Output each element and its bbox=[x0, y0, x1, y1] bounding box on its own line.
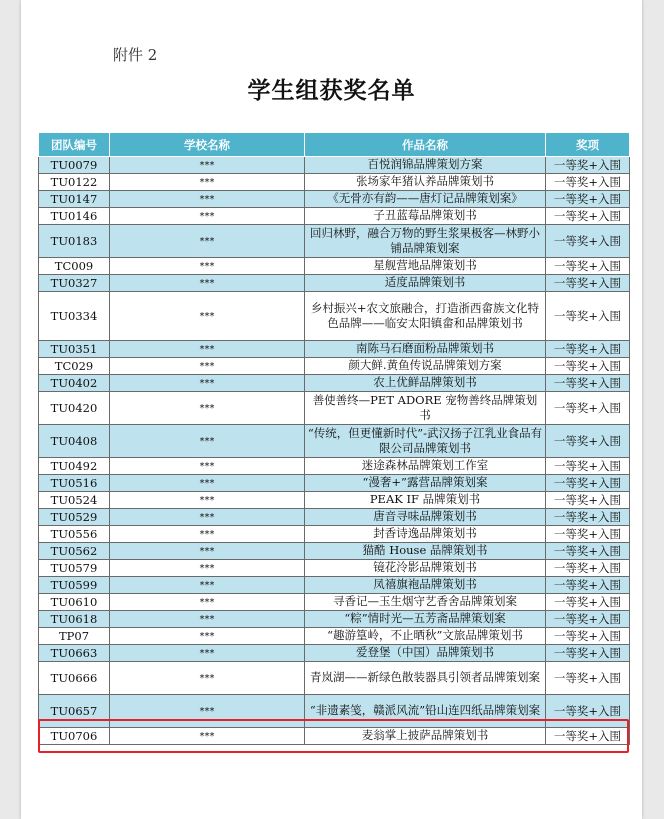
table-row bbox=[39, 458, 630, 475]
document-page bbox=[21, 0, 642, 819]
table-row bbox=[39, 258, 630, 275]
table-row bbox=[39, 292, 630, 341]
table-header-row bbox=[39, 133, 630, 157]
cell-work: 适度品牌策划书 bbox=[305, 275, 546, 292]
awards-table bbox=[38, 132, 630, 745]
cell-award: 一等奖+入围 bbox=[546, 157, 630, 174]
cell-award: 一等奖+入围 bbox=[546, 425, 630, 458]
cell-school: *** bbox=[110, 560, 305, 577]
table-row bbox=[39, 174, 630, 191]
table-row bbox=[39, 662, 630, 695]
cell-work: 迷途森林品牌策划工作室 bbox=[305, 458, 546, 475]
cell-team-id: TU0408 bbox=[39, 425, 110, 458]
cell-work: 张场家年猪认养品牌策划书 bbox=[305, 174, 546, 191]
cell-work: 麦翁掌上披萨品牌策划书 bbox=[305, 728, 546, 745]
cell-team-id: TU0579 bbox=[39, 560, 110, 577]
table-row bbox=[39, 341, 630, 358]
cell-award: 一等奖+入围 bbox=[546, 645, 630, 662]
cell-school: *** bbox=[110, 358, 305, 375]
cell-school: *** bbox=[110, 157, 305, 174]
cell-work: 子丑蓝莓品牌策划书 bbox=[305, 208, 546, 225]
table-row bbox=[39, 208, 630, 225]
cell-award: 一等奖+入围 bbox=[546, 662, 630, 695]
cell-school: *** bbox=[110, 275, 305, 292]
table-row bbox=[39, 375, 630, 392]
cell-work: 青岚湖——新绿色散装器具引领者品牌策划案 bbox=[305, 662, 546, 695]
cell-work: 寻香记—玉生烟守艺香舍品牌策划案 bbox=[305, 594, 546, 611]
cell-award: 一等奖+入围 bbox=[546, 392, 630, 425]
cell-team-id: TU0556 bbox=[39, 526, 110, 543]
cell-team-id: TP07 bbox=[39, 628, 110, 645]
cell-award: 一等奖+入围 bbox=[546, 458, 630, 475]
cell-school: *** bbox=[110, 662, 305, 695]
cell-school: *** bbox=[110, 475, 305, 492]
table-row bbox=[39, 475, 630, 492]
page-title: 学生组获奖名单 bbox=[247, 78, 416, 104]
cell-work: “非遗素笺，赣派风流”铅山连四纸品牌策划案 bbox=[305, 695, 546, 728]
attachment-label: 附件 2 bbox=[113, 46, 158, 64]
cell-work: 农上优鲜品牌策划书 bbox=[305, 375, 546, 392]
cell-team-id: TU0610 bbox=[39, 594, 110, 611]
cell-school: *** bbox=[110, 628, 305, 645]
cell-team-id: TU0183 bbox=[39, 225, 110, 258]
cell-work: 镜花泠影品牌策划书 bbox=[305, 560, 546, 577]
cell-team-id: TU0079 bbox=[39, 157, 110, 174]
table-row bbox=[39, 526, 630, 543]
cell-work: “粽”情时光—五芳斋品牌策划案 bbox=[305, 611, 546, 628]
cell-school: *** bbox=[110, 526, 305, 543]
cell-work: 封香诗逸品牌策划书 bbox=[305, 526, 546, 543]
table-row bbox=[39, 645, 630, 662]
cell-award: 一等奖+入围 bbox=[546, 509, 630, 526]
cell-team-id: TU0122 bbox=[39, 174, 110, 191]
table-row bbox=[39, 358, 630, 375]
cell-school: *** bbox=[110, 258, 305, 275]
cell-school: *** bbox=[110, 543, 305, 560]
cell-team-id: TU0529 bbox=[39, 509, 110, 526]
table-row bbox=[39, 695, 630, 728]
cell-award: 一等奖+入围 bbox=[546, 577, 630, 594]
cell-work: 唐音寻味品牌策划书 bbox=[305, 509, 546, 526]
cell-team-id: TU0327 bbox=[39, 275, 110, 292]
cell-award: 一等奖+入围 bbox=[546, 543, 630, 560]
cell-team-id: TU0492 bbox=[39, 458, 110, 475]
cell-award: 一等奖+入围 bbox=[546, 225, 630, 258]
cell-award: 一等奖+入围 bbox=[546, 292, 630, 341]
cell-team-id: TU0147 bbox=[39, 191, 110, 208]
header-award: 奖项 bbox=[546, 133, 630, 157]
table-row bbox=[39, 728, 630, 745]
cell-work: “传统，但更懂新时代”-武汉扬子江乳业食品有限公司品牌策划书 bbox=[305, 425, 546, 458]
cell-team-id: TU0351 bbox=[39, 341, 110, 358]
cell-work: 百悦润锦品牌策划方案 bbox=[305, 157, 546, 174]
cell-award: 一等奖+入围 bbox=[546, 275, 630, 292]
header-work: 作品名称 bbox=[305, 133, 546, 157]
table-row bbox=[39, 560, 630, 577]
cell-work: 回归林野，融合万物的野生浆果极客—林野小铺品牌策划案 bbox=[305, 225, 546, 258]
table-row bbox=[39, 492, 630, 509]
cell-award: 一等奖+入围 bbox=[546, 594, 630, 611]
cell-team-id: TU0666 bbox=[39, 662, 110, 695]
cell-team-id: TU0562 bbox=[39, 543, 110, 560]
cell-award: 一等奖+入围 bbox=[546, 695, 630, 728]
table-row bbox=[39, 225, 630, 258]
cell-school: *** bbox=[110, 208, 305, 225]
cell-team-id: TU0663 bbox=[39, 645, 110, 662]
cell-school: *** bbox=[110, 292, 305, 341]
cell-team-id: TC009 bbox=[39, 258, 110, 275]
cell-award: 一等奖+入围 bbox=[546, 375, 630, 392]
table-row bbox=[39, 509, 630, 526]
cell-school: *** bbox=[110, 492, 305, 509]
cell-award: 一等奖+入围 bbox=[546, 560, 630, 577]
cell-award: 一等奖+入围 bbox=[546, 492, 630, 509]
cell-work: 乡村振兴+农文旅融合，打造浙西畲族文化特色品牌——临安太阳镇畲和品牌策划书 bbox=[305, 292, 546, 341]
cell-award: 一等奖+入围 bbox=[546, 475, 630, 492]
cell-award: 一等奖+入围 bbox=[546, 258, 630, 275]
cell-work: 南陈马石磨面粉品牌策划书 bbox=[305, 341, 546, 358]
cell-team-id: TU0657 bbox=[39, 695, 110, 728]
table-row bbox=[39, 425, 630, 458]
header-team-id: 团队编号 bbox=[39, 133, 110, 157]
table-row bbox=[39, 543, 630, 560]
cell-school: *** bbox=[110, 458, 305, 475]
cell-work: 凤禧旗袍品牌策划书 bbox=[305, 577, 546, 594]
cell-team-id: TU0146 bbox=[39, 208, 110, 225]
cell-school: *** bbox=[110, 611, 305, 628]
cell-team-id: TU0706 bbox=[39, 728, 110, 745]
cell-team-id: TU0334 bbox=[39, 292, 110, 341]
cell-work: PEAK IF 品牌策划书 bbox=[305, 492, 546, 509]
header-school: 学校名称 bbox=[110, 133, 305, 157]
cell-school: *** bbox=[110, 174, 305, 191]
cell-work: “漫奢+”露营品牌策划案 bbox=[305, 475, 546, 492]
cell-work: 善使善终—PET ADORE 宠物善终品牌策划书 bbox=[305, 392, 546, 425]
cell-school: *** bbox=[110, 191, 305, 208]
cell-work: 《无骨亦有韵——唐灯记品牌策划案》 bbox=[305, 191, 546, 208]
cell-award: 一等奖+入围 bbox=[546, 728, 630, 745]
cell-team-id: TU0524 bbox=[39, 492, 110, 509]
cell-team-id: TU0618 bbox=[39, 611, 110, 628]
cell-school: *** bbox=[110, 341, 305, 358]
cell-work: 猫酷 House 品牌策划书 bbox=[305, 543, 546, 560]
cell-team-id: TU0420 bbox=[39, 392, 110, 425]
cell-school: *** bbox=[110, 225, 305, 258]
cell-award: 一等奖+入围 bbox=[546, 191, 630, 208]
cell-school: *** bbox=[110, 375, 305, 392]
table-row bbox=[39, 628, 630, 645]
cell-team-id: TC029 bbox=[39, 358, 110, 375]
cell-award: 一等奖+入围 bbox=[546, 208, 630, 225]
cell-award: 一等奖+入围 bbox=[546, 628, 630, 645]
cell-school: *** bbox=[110, 594, 305, 611]
cell-award: 一等奖+入围 bbox=[546, 358, 630, 375]
table-row bbox=[39, 191, 630, 208]
cell-award: 一等奖+入围 bbox=[546, 174, 630, 191]
cell-school: *** bbox=[110, 577, 305, 594]
cell-school: *** bbox=[110, 425, 305, 458]
cell-team-id: TU0516 bbox=[39, 475, 110, 492]
table-row bbox=[39, 577, 630, 594]
cell-work: 星舰营地品牌策划书 bbox=[305, 258, 546, 275]
cell-award: 一等奖+入围 bbox=[546, 341, 630, 358]
cell-school: *** bbox=[110, 392, 305, 425]
cell-school: *** bbox=[110, 509, 305, 526]
table-row bbox=[39, 157, 630, 174]
cell-award: 一等奖+入围 bbox=[546, 526, 630, 543]
table-row bbox=[39, 594, 630, 611]
cell-work: 颜大鲜.黄鱼传说品牌策划方案 bbox=[305, 358, 546, 375]
table-row bbox=[39, 275, 630, 292]
cell-work: “趣游篁岭，不止晒秋”文旅品牌策划书 bbox=[305, 628, 546, 645]
cell-team-id: TU0402 bbox=[39, 375, 110, 392]
cell-school: *** bbox=[110, 728, 305, 745]
cell-team-id: TU0599 bbox=[39, 577, 110, 594]
table-row bbox=[39, 392, 630, 425]
table-row bbox=[39, 611, 630, 628]
cell-work: 爱登堡（中国）品牌策划书 bbox=[305, 645, 546, 662]
cell-award: 一等奖+入围 bbox=[546, 611, 630, 628]
cell-school: *** bbox=[110, 695, 305, 728]
cell-school: *** bbox=[110, 645, 305, 662]
